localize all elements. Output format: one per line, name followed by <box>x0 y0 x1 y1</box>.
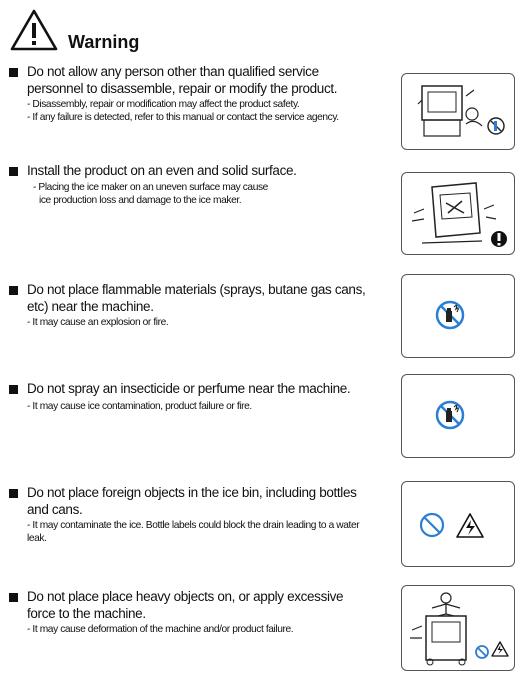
no-spray-icon <box>402 375 516 459</box>
heavy-force-prohibited-icon <box>402 586 516 672</box>
bullet <box>9 286 18 295</box>
warning-sub-text: - It may cause ice contamination, product failure or fire. <box>27 401 252 412</box>
warning-main-text: Install the product on an even and solid surface. <box>27 163 297 178</box>
bullet <box>9 167 18 176</box>
warning-sub-text: - It may contaminate the ice. Bottle labels could block the drain leading to a water leak. <box>27 520 360 544</box>
uneven-surface-warning-icon <box>402 173 516 256</box>
warning-sub-text: - It may cause an explosion or fire. <box>27 317 169 328</box>
warning-main-text: Do not allow any person other than qualified service personnel to disassemble, repair or modify the product. <box>27 64 338 96</box>
illustration-box <box>401 374 515 458</box>
bullet <box>9 593 18 602</box>
illustration-box <box>401 481 515 567</box>
warning-sub-text: - Disassembly, repair or modification may affect the product safety. - If any failure is detected, refer to this manual or contact the service agency. <box>27 99 339 123</box>
warning-main-text: Do not spray an insecticide or perfume near the machine. <box>27 381 351 396</box>
warning-sub-text: - It may cause deformation of the machine and/or product failure. <box>27 624 294 635</box>
prohibited-electric-hazard-icon <box>402 482 516 568</box>
disassembly-prohibited-icon <box>402 74 516 151</box>
warning-triangle-icon <box>10 8 58 52</box>
warning-main-text: Do not place foreign objects in the ice bin, including bottles and cans. <box>27 485 357 517</box>
illustration-box <box>401 274 515 358</box>
warning-main-text: Do not place flammable materials (sprays, butane gas cans, etc) near the machine. <box>27 282 366 314</box>
warning-main-text: Do not place place heavy objects on, or apply excessive force to the machine. <box>27 589 344 621</box>
warning-title: Warning <box>68 32 140 52</box>
warning-sub-text: - Placing the ice maker on an uneven surface may cause ice production loss and damage to the ice maker. <box>33 182 268 206</box>
illustration-box <box>401 73 515 150</box>
bullet <box>9 385 18 394</box>
illustration-box <box>401 172 515 255</box>
bullet <box>9 68 18 77</box>
illustration-box <box>401 585 515 671</box>
no-flammable-spray-icon <box>402 275 516 359</box>
bullet <box>9 489 18 498</box>
